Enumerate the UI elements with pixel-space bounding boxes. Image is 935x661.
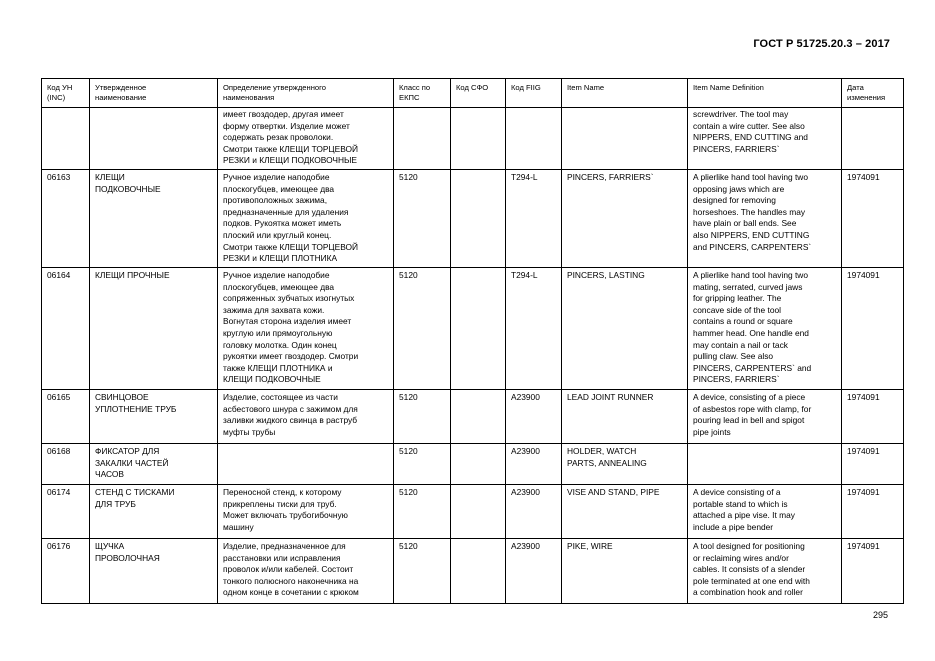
table-row [42, 267, 904, 389]
cell-item-name [562, 108, 688, 170]
cell-sfo [451, 108, 506, 170]
cell-approved-name: СТЕНД С ТИСКАМИ ДЛЯ ТРУБ [90, 484, 218, 538]
cell-definition: Изделие, предназначенное для расстановки или исправления проволок и/или кабелей. Состоит тонкого полюсного наконечника на одном конце в сочетании с крюком [218, 538, 394, 603]
cell-sfo [451, 443, 506, 484]
document-header: ГОСТ Р 51725.20.3 – 2017 [753, 38, 890, 50]
col-header-date: Дата изменения [842, 79, 904, 108]
cell-fiig: T294-L [506, 267, 562, 389]
cell-fiig: T294-L [506, 169, 562, 267]
cell-item-name: HOLDER, WATCH PARTS, ANNEALING [562, 443, 688, 484]
table-row [42, 169, 904, 267]
page-number: 295 [872, 610, 888, 620]
cell-class: 5120 [394, 443, 451, 484]
cell-fiig: A23900 [506, 443, 562, 484]
cell-fiig [506, 108, 562, 170]
cell-item-definition: A device, consisting of a piece of asbestos rope with clamp, for pouring lead in bell and spigot pipe joints [688, 389, 842, 443]
cell-approved-name: СВИНЦОВОЕ УПЛОТНЕНИЕ ТРУБ [90, 389, 218, 443]
cell-definition: Ручное изделие наподобие плоскогубцев, имеющее два противоположных зажима, предназначенные для удаления подков. Рукоятка может иметь плоский или круглый конец. Смотри также КЛЕЩИ ТОРЦЕВОЙ РЕЗКИ и КЛЕЩИ ПЛОТНИКА [218, 169, 394, 267]
cell-date [842, 108, 904, 170]
cell-sfo [451, 267, 506, 389]
cell-inc: 06163 [42, 169, 90, 267]
col-header-fiig: Код FIIG [506, 79, 562, 108]
cell-definition: Изделие, состоящее из части асбестового шнура с зажимом для заливки жидкого свинца в раструб муфты трубы [218, 389, 394, 443]
table-row [42, 443, 904, 484]
cell-class: 5120 [394, 169, 451, 267]
cell-sfo [451, 538, 506, 603]
cell-approved-name: КЛЕЩИ ПОДКОВОЧНЫЕ [90, 169, 218, 267]
cell-definition: имеет гвоздодер, другая имеет форму отвертки. Изделие может содержать резак проволоки. Смотри также КЛЕЩИ ТОРЦЕВОЙ РЕЗКИ и КЛЕЩИ ПОДКОВОЧНЫЕ [218, 108, 394, 170]
cell-item-definition: A device consisting of a portable stand to which is attached a pipe vise. It may include a pipe bender [688, 484, 842, 538]
cell-item-name: LEAD JOINT RUNNER [562, 389, 688, 443]
cell-approved-name: КЛЕЩИ ПРОЧНЫЕ [90, 267, 218, 389]
col-header-class: Класс по ЕКПС [394, 79, 451, 108]
cell-item-definition: screwdriver. The tool may contain a wire cutter. See also NIPPERS, END CUTTING and PINCERS, FARRIERS` [688, 108, 842, 170]
table-row [42, 108, 904, 170]
cell-fiig: A23900 [506, 538, 562, 603]
cell-sfo [451, 389, 506, 443]
cell-item-definition: A plierlike hand tool having two mating, serrated, curved jaws for gripping leather. The concave side of the tool contains a round or square hammer head. One handle end may contain a nail or tack pulling claw. See also PINCERS, CARPENTERS` and PINCERS, FARRIERS` [688, 267, 842, 389]
cell-date: 1974091 [842, 538, 904, 603]
cell-date: 1974091 [842, 169, 904, 267]
cell-inc: 06165 [42, 389, 90, 443]
cell-definition [218, 443, 394, 484]
cell-inc: 06168 [42, 443, 90, 484]
cell-sfo [451, 169, 506, 267]
cell-inc [42, 108, 90, 170]
table-row [42, 389, 904, 443]
cell-class: 5120 [394, 267, 451, 389]
cell-date: 1974091 [842, 389, 904, 443]
cell-item-definition: A plierlike hand tool having two opposing jaws which are designed for removing horseshoes. The handles may have plain or ball ends. See also NIPPERS, END CUTTING and PINCERS, CARPENTERS` [688, 169, 842, 267]
cell-date: 1974091 [842, 443, 904, 484]
col-header-item-definition: Item Name Definition [688, 79, 842, 108]
col-header-definition: Определение утвержденного наименования [218, 79, 394, 108]
cell-date: 1974091 [842, 484, 904, 538]
table-row [42, 484, 904, 538]
cell-class: 5120 [394, 484, 451, 538]
cell-definition: Переносной стенд, к которому прикреплены тиски для труб. Может включать трубогибочную машину [218, 484, 394, 538]
col-header-approved-name: Утвержденное наименование [90, 79, 218, 108]
cell-inc: 06174 [42, 484, 90, 538]
col-header-sfo: Код СФО [451, 79, 506, 108]
table-row [42, 538, 904, 603]
table-header-row [42, 79, 904, 108]
cell-approved-name [90, 108, 218, 170]
cell-item-name: VISE AND STAND, PIPE [562, 484, 688, 538]
cell-inc: 06164 [42, 267, 90, 389]
nomenclature-table [41, 78, 904, 604]
cell-inc: 06176 [42, 538, 90, 603]
cell-item-definition [688, 443, 842, 484]
cell-fiig: A23900 [506, 389, 562, 443]
cell-approved-name: ЩУЧКА ПРОВОЛОЧНАЯ [90, 538, 218, 603]
cell-definition: Ручное изделие наподобие плоскогубцев, имеющее два сопряженных зубчатых изогнутых зажима для захвата кожи. Вогнутая сторона изделия имеет круглую или прямоугольную головку молотка. Один конец рукоятки имеет гвоздодер. Смотри также КЛЕЩИ ПЛОТНИКА и КЛЕЩИ ПОДКОВОЧНЫЕ [218, 267, 394, 389]
cell-item-name: PINCERS, FARRIERS` [562, 169, 688, 267]
col-header-inc: Код УН (INC) [42, 79, 90, 108]
col-header-item-name: Item Name [562, 79, 688, 108]
cell-sfo [451, 484, 506, 538]
cell-class [394, 108, 451, 170]
cell-date: 1974091 [842, 267, 904, 389]
cell-item-name: PIKE, WIRE [562, 538, 688, 603]
cell-class: 5120 [394, 389, 451, 443]
cell-class: 5120 [394, 538, 451, 603]
cell-fiig: A23900 [506, 484, 562, 538]
cell-item-name: PINCERS, LASTING [562, 267, 688, 389]
cell-approved-name: ФИКСАТОР ДЛЯ ЗАКАЛКИ ЧАСТЕЙ ЧАСОВ [90, 443, 218, 484]
cell-item-definition: A tool designed for positioning or reclaiming wires and/or cables. It consists of a slender pole terminated at one end with a combination hook and roller [688, 538, 842, 603]
